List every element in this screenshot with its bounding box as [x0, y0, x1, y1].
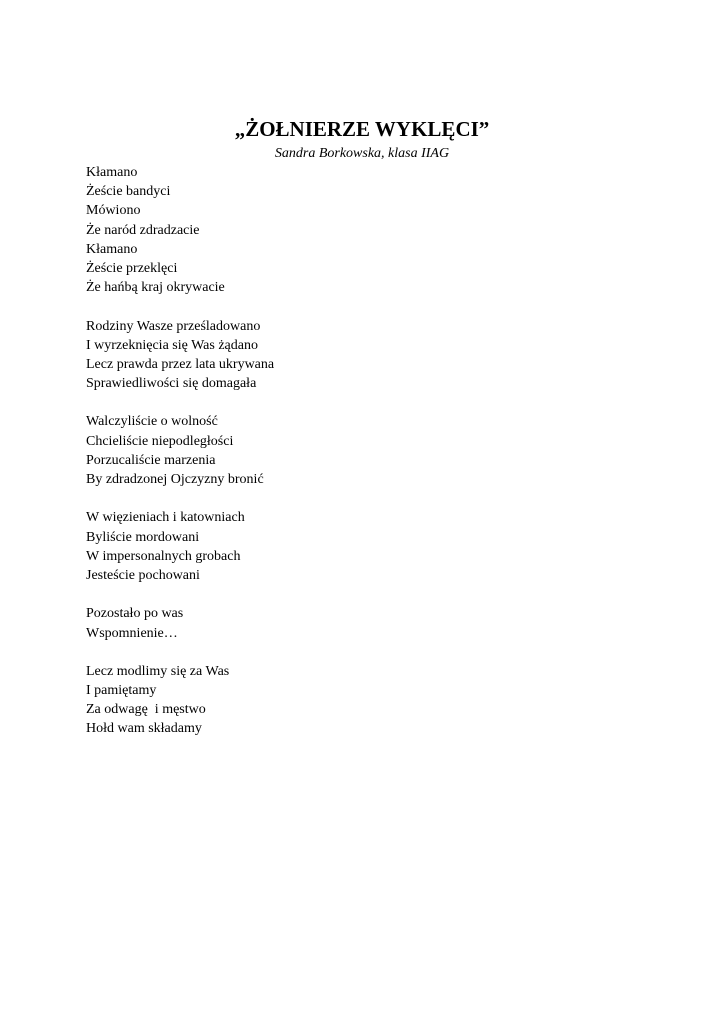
poem-line: Kłamano	[86, 165, 138, 180]
poem-line: Kłamano	[86, 241, 138, 257]
poem-line: Sprawiedliwości się domagała	[86, 376, 257, 392]
poem-line: Mówiono	[86, 203, 141, 219]
poem-line: Żeście przeklęci	[86, 260, 178, 276]
poem-line: Porzucaliście marzenia	[86, 452, 216, 468]
poem-line: W impersonalnych grobach	[86, 548, 241, 564]
poem-line: Żeście bandyci	[86, 184, 171, 200]
poem-line: Lecz prawda przez lata ukrywana	[86, 356, 275, 372]
poem-line: Rodziny Wasze prześladowano	[86, 318, 261, 334]
poem-line: I wyrzeknięcia się Was żądano	[86, 337, 258, 353]
poem-line: Chcieliście niepodległości	[86, 433, 234, 449]
poem-line: Lecz modlimy się za Was	[86, 663, 230, 679]
poem-line: Wspomnienie…	[86, 625, 178, 641]
poem-line: Pozostało po was	[86, 606, 184, 622]
poem-body	[86, 163, 646, 758]
poem-line: Że naród zdradzacie	[86, 222, 200, 238]
poem-author: Sandra Borkowska, klasa IIAG	[274, 146, 450, 161]
stanza	[86, 412, 646, 489]
poem-line: Że hańbą kraj okrywacie	[86, 280, 225, 296]
stanza	[86, 317, 646, 394]
poem-line: W więzieniach i katowniach	[86, 510, 245, 526]
poem-line: By zdradzonej Ojczyzny bronić	[86, 472, 264, 487]
poem-line: Walczyliście o wolność	[86, 414, 218, 430]
poem-line: Hołd wam składamy	[86, 721, 202, 737]
stanza	[86, 662, 646, 739]
poem-line: Jesteście pochowani	[86, 567, 200, 583]
poem-title: „ŻOŁNIERZE WYKLĘCI”	[234, 117, 490, 141]
stanza	[86, 163, 646, 297]
poem-line: Byliście mordowani	[86, 529, 200, 545]
stanza	[86, 508, 646, 585]
poem-line: I pamiętamy	[86, 683, 157, 699]
poem-line: Za odwagę i męstwo	[86, 702, 206, 718]
stanza	[86, 604, 646, 642]
